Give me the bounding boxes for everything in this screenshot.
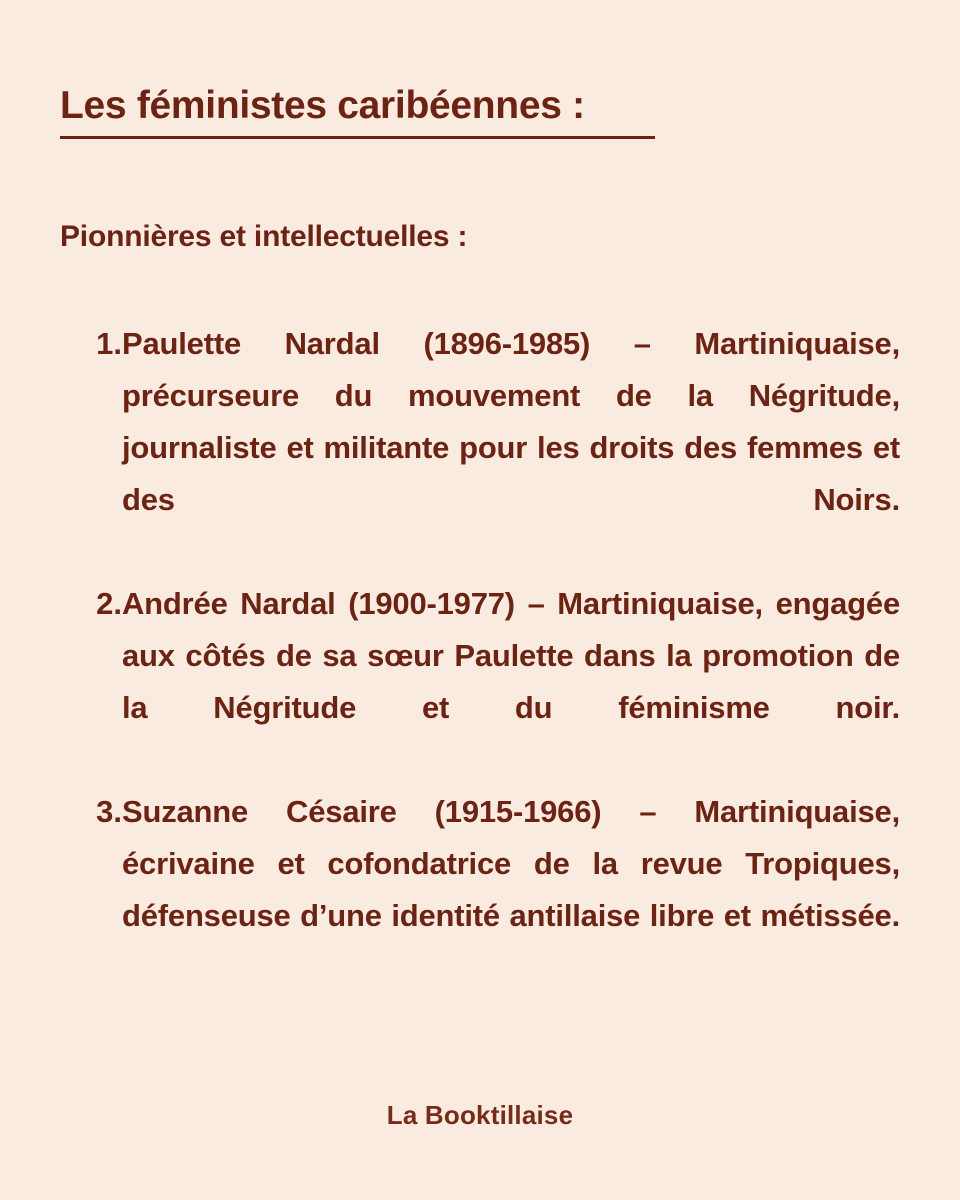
list-item-text: Andrée Nardal (1900-1977) – Martiniquaise, engagée aux côtés de sa sœur Paulette dans la promotion de la Négritude et du féminisme noir.	[122, 586, 900, 725]
list-item	[78, 786, 900, 994]
page-title: Les féministes caribéennes :	[60, 84, 585, 127]
figures-list	[78, 318, 900, 994]
section-subtitle: Pionnières et intellectuelles :	[60, 220, 468, 253]
footer-credit: La Booktillaise	[386, 1100, 574, 1130]
list-item-marker: 2.	[96, 586, 122, 621]
list-item-text: Paulette Nardal (1896-1985) – Martiniquaise, précurseure du mouvement de la Négritude, journaliste et militante pour les droits des femmes et des Noirs.	[122, 326, 900, 517]
list-item	[78, 578, 900, 786]
list-item	[78, 318, 900, 578]
page-title-underline	[60, 136, 655, 139]
list-item-text: Suzanne Césaire (1915-1966) – Martiniquaise, écrivaine et cofondatrice de la revue Tropiques, défenseuse d’une identité antillaise libre et métissée.	[122, 794, 900, 933]
list-item-marker: 1.	[96, 326, 122, 361]
list-item-marker: 3.	[96, 794, 122, 829]
